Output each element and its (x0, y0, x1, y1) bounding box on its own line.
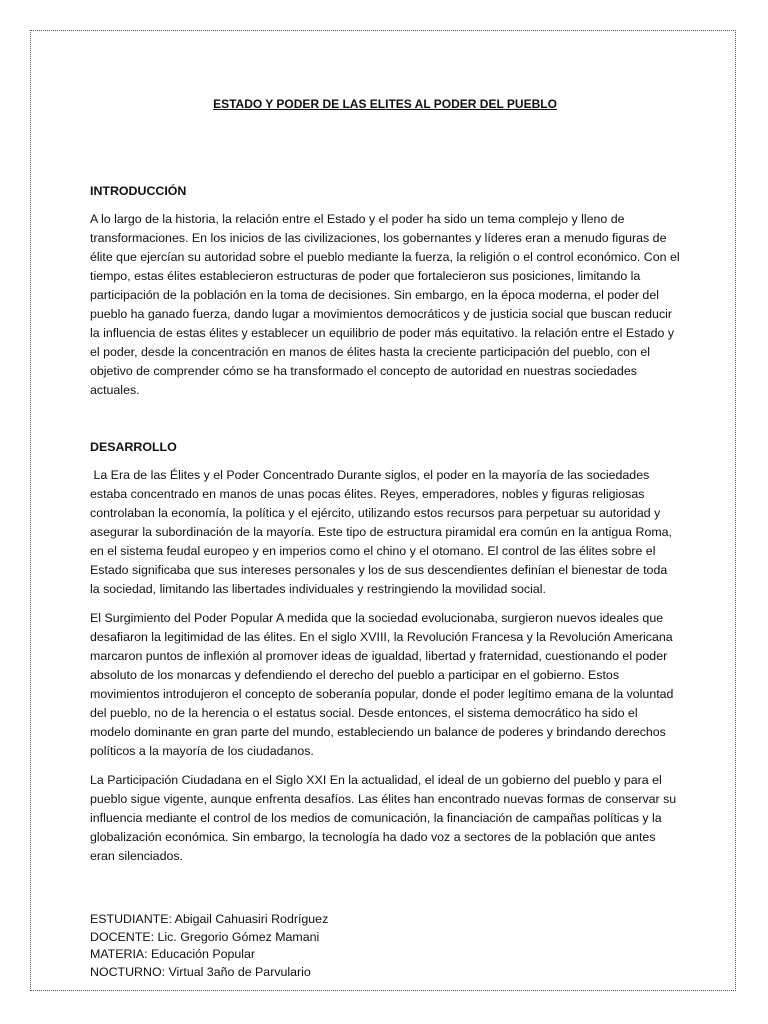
intro-heading: INTRODUCCIÓN (90, 184, 187, 198)
teacher-line: DOCENTE: Lic. Gregorio Gómez Mamani (90, 929, 320, 944)
subject-line: MATERIA: Educación Popular (90, 947, 256, 961)
signature-block (90, 911, 680, 981)
document-body (90, 95, 680, 981)
document-title: ESTADO Y PODER DE LAS ELITES AL PODER DEL PUEBLO (213, 97, 557, 111)
intro-paragraph: A lo largo de la historia, la relación entre el Estado y el poder ha sido un tema complejo y lleno de transformaciones. En los inicios de las civilizaciones, los gobernantes y líderes eran a menudo figuras de élite que ejercían su autoridad sobre el pueblo mediante la fuerza, la religión o el control económico. Con el tiempo, estas élites establecieron estructuras de poder que fortalecieron sus posiciones, limitando la participación de la población en la toma de decisiones. Sin embargo, en la época moderna, el poder del pueblo ha ganado fuerza, dando lugar a movimientos democráticos y de justicia social que buscan reducir la influencia de estas élites y establecer un equilibrio de poder más equitativo. la relación entre el Estado y el poder, desde la concentración en manos de élites hasta la creciente participación del pueblo, con el objetivo de comprender cómo se ha transformado el concepto de autoridad en nuestras sociedades actuales. (90, 212, 680, 397)
desarrollo-paragraph-era-elites: La Era de las Élites y el Poder Concentrado Durante siglos, el poder en la mayoría de las sociedades estaba concentrado en manos de unas pocas élites. Reyes, emperadores, nobles y figuras religiosas controlaban la economía, la política y el ejército, utilizando estos recursos para perpetuar su autoridad y asegurar la subordinación de la mayoría. Este tipo de estructura piramidal era común en la antigua Roma, en el sistema feudal europeo y en imperios como el chino y el otomano. El control de las élites sobre el Estado significaba que sus intereses personales y los de sus descendientes definían el bienestar de toda la sociedad, limitando las libertades individuales y restringiendo la movilidad social. (90, 468, 676, 596)
program-line: NOCTURNO: Virtual 3año de Parvulario (90, 964, 311, 979)
desarrollo-heading: DESARROLLO (90, 440, 177, 454)
desarrollo-paragraph-participacion: La Participación Ciudadana en el Siglo XXI En la actualidad, el ideal de un gobierno del pueblo y para el pueblo sigue vigente, aunque enfrenta desafíos. Las élites han encontrado nuevas formas de conservar su influencia mediante el control de los medios de comunicación, la financiación de campañas políticas y la globalización económica. Sin embargo, la tecnología ha dado voz a sectores de la población que antes eran silenciados. (90, 773, 677, 863)
student-line: ESTUDIANTE: Abigail Cahuasiri Rodríguez (90, 912, 329, 926)
desarrollo-paragraph-poder-popular: El Surgimiento del Poder Popular A medida que la sociedad evolucionaba, surgieron nuevos ideales que desafiaron la legitimidad de las élites. En el siglo XVIII, la Revolución Francesa y la Revolución Americana marcaron puntos de inflexión al promover ideas de igualdad, libertad y fraternidad, cuestionando el poder absoluto de los monarcas y defendiendo el derecho del pueblo a participar en el gobierno. Estos movimientos introdujeron el concepto de soberanía popular, donde el poder legítimo emana de la voluntad del pueblo, no de la herencia o el estatus social. Desde entonces, el sistema democrático ha sido el modelo dominante en gran parte del mundo, estableciendo un balance de poderes y brindando derechos políticos a la mayoría de los ciudadanos. (90, 611, 674, 758)
